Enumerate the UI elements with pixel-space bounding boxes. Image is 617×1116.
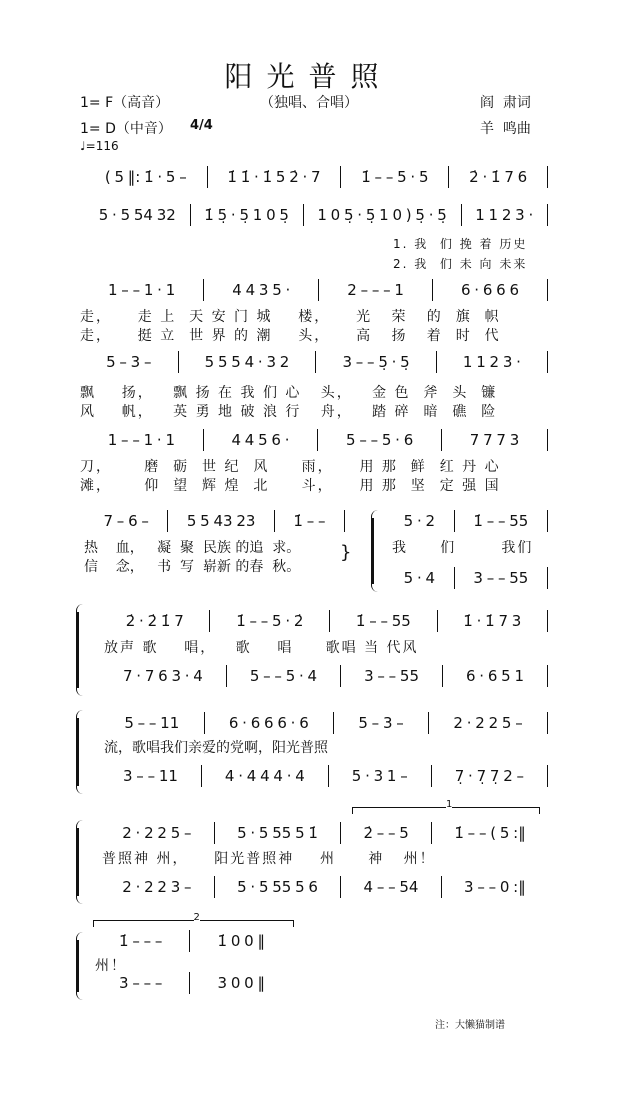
measure: 5 · 5 54 32 [98,206,176,224]
measure: 4 4 3 5 · [232,281,291,299]
measure: 1̇ – – 55 [355,612,411,630]
staff-row [80,279,548,301]
staff-row [100,610,548,632]
lyric-line: 放声 歌 唱， 歌 唱 歌唱 当 代风 [104,640,419,656]
measure: 2̇ · 2̇ 1̇ 7 [125,612,184,630]
system-bracket [76,612,79,688]
footer-note: 注：大懒猫制谱 [435,1020,505,1031]
measure: 5 · 4 [403,569,436,587]
composer: 羊 鸣曲 [480,121,531,137]
lyric-line: 2. 我 们 未 向 未来 [393,257,528,271]
measure: 2 · 2 2 5 – [453,714,523,732]
measure: 1̇ 0 0 ‖ [217,932,265,950]
staff-row [100,765,548,787]
measure: 1 1 2 3 · [462,353,521,371]
measure: 5 · 5 55 5 1̇ [237,824,318,842]
measure: 5 · 5 55 5 6 [237,878,318,896]
staff-row [80,429,548,451]
verse-brace: } [340,542,352,563]
bar-line [547,765,548,787]
lyric-line: 走， 挺 立 世 界 的 潮 头， 高 扬 着 时 代 [80,328,501,344]
staff-row [85,510,345,532]
measure: 4 · 4 4 4 · 4 [224,767,305,785]
measure: 5 · 3 1 – [351,767,408,785]
bar-line [547,351,548,373]
measure: 6 · 6 6 6 · 6 [228,714,309,732]
bar-line [547,279,548,301]
staff-row [92,972,292,994]
measure: 3 – – – [119,974,163,992]
measure: 1̇ – – 5 · 2̇ [236,612,304,630]
measure: 1̇ – – ( 5 :‖ [454,824,526,842]
lyric-line: 普照神 州， 阳光普照神 州 神 州！ [102,851,436,867]
measure: 3 – – 55 [364,667,420,685]
measure: 1̇ · 1̇ 7 3 [463,612,522,630]
measure: 1 – – 1 · 1 [108,281,176,299]
measure: 3 – – 11 [122,767,178,785]
measure: 1 – – 1 · 1 [107,431,175,449]
bar-line [547,510,548,532]
key-high: 1= F（高音） [80,95,170,111]
lyric-line: 飘 扬， 飘 扬 在 我 们 心 头， 金 色 斧 头 镰 [80,385,498,401]
lyric-line: 1. 我 们 挽 着 历史 [393,237,528,251]
staff-row [100,665,548,687]
lyric-line: 流，歌唱我们亲爱的党啊，阳光普照 [104,740,328,756]
measure: 5 5 5 4 · 3 2 [204,353,290,371]
bar-line [344,510,345,532]
lyric-line: 热 血， 凝 聚 民族 的追 求。 [84,540,301,556]
bar-line [547,567,548,589]
lyric-line: 滩， 仰 望 辉 煌 北 斗， 用 那 坚 定 强 国 [80,478,501,494]
measure: 3 – – 5̣ · 5̣ [342,353,410,371]
measure: 1 0 5̣ · 5̣ 1 0 ) 5̣ · 5̣ [317,206,447,224]
lyric-line: 州！ [95,958,127,974]
lyricist: 阎 肃词 [480,95,531,111]
measure: 6 · 6 6 6 [460,281,519,299]
lyric-line: 信 念， 书 写 崭新 的春 秋。 [84,559,301,575]
measure: 1̇ 5̣ · 5̣ 1 0 5̣ [204,206,289,224]
measure: 2 – – – 1 [347,281,404,299]
bar-line [547,166,548,188]
bar-line [547,712,548,734]
measure: 4 – – 54 [363,878,419,896]
measure: 5 – – 5 · 6 [346,431,414,449]
subtitle: （独唱、合唱） [260,95,358,111]
measure: 1 1 2 3 · [475,206,534,224]
staff-row [385,510,548,532]
volta-bracket-1 [352,799,540,814]
measure: 7 – 6 – [103,512,149,530]
lyric-line: 刀， 磨 砺 世 纪 风 雨， 用 那 鲜 红 丹 心 [80,459,501,475]
system-bracket [76,718,79,786]
staff-row [80,351,548,373]
measure: 1̇ – – 55 [473,512,529,530]
staff-row [85,204,548,226]
time-signature: 4/4 [190,118,213,133]
measure: 7̣ · 7̣ 7̣ 2 – [454,767,525,785]
lyric-line: 我 们 我们 [392,540,534,556]
volta-bracket-2 [93,912,294,927]
measure: 7 7 7 3 [469,431,520,449]
staff-row [100,822,548,844]
volta-number: 2 [193,912,200,923]
system-bracket [76,940,79,992]
measure: 2̇ – – 5 [363,824,409,842]
measure: 5 5 43 23 [186,512,256,530]
measure: 2 · 2 2 5 – [122,824,192,842]
tempo-marking: ♩=116 [80,139,119,153]
bar-line [547,429,548,451]
measure: 5 – 3 – [358,714,404,732]
song-title: 阳光普照 [224,60,393,93]
measure: 5 · 2 [403,512,436,530]
measure: 5 – – 11 [124,714,180,732]
staff-row [100,876,548,898]
measure: 1̇ – – 5 · 5 [361,168,429,186]
volta-number: 1 [446,799,453,810]
measure: 3 0 0 ‖ [217,974,265,992]
bar-line [547,665,548,687]
bar-line [547,610,548,632]
measure: 2̇ · 1̇ 7 6 [469,168,528,186]
measure: 3 – – 0 :‖ [464,878,526,896]
measure: 1̇ 1̇ · 1̇ 5 2̇ · 7 [227,168,321,186]
measure: 1̇ – – [293,512,326,530]
measure: ( 5 ‖: 1̇ · 5 – [104,168,187,186]
staff-row [100,712,548,734]
system-bracket [76,828,79,896]
measure: 5 – – 5 · 4 [249,667,318,685]
bar-line [547,204,548,226]
measure: 5 – 3 – [106,353,152,371]
measure: 2 · 2 2 3 – [122,878,192,896]
measure: 1̇ – – – [119,932,163,950]
staff-row [92,930,292,952]
measure: 6 · 6 5 1 [466,667,525,685]
lyric-line: 走， 走 上 天 安 门 城 楼， 光 荣 的 旗 帜 [80,309,501,325]
key-mid: 1= D（中音） [80,121,172,137]
staff-row [385,567,548,589]
lyric-line: 风 帆， 英 勇 地 破 浪 行 舟， 踏 碎 暗 礁 险 [80,404,498,420]
measure: 3 – – 55 [473,569,529,587]
system-bracket [371,518,374,584]
measure: 7 · 7 6 3 · 4 [122,667,203,685]
staff-row [85,166,548,188]
measure: 4 4 5 6 · [231,431,290,449]
